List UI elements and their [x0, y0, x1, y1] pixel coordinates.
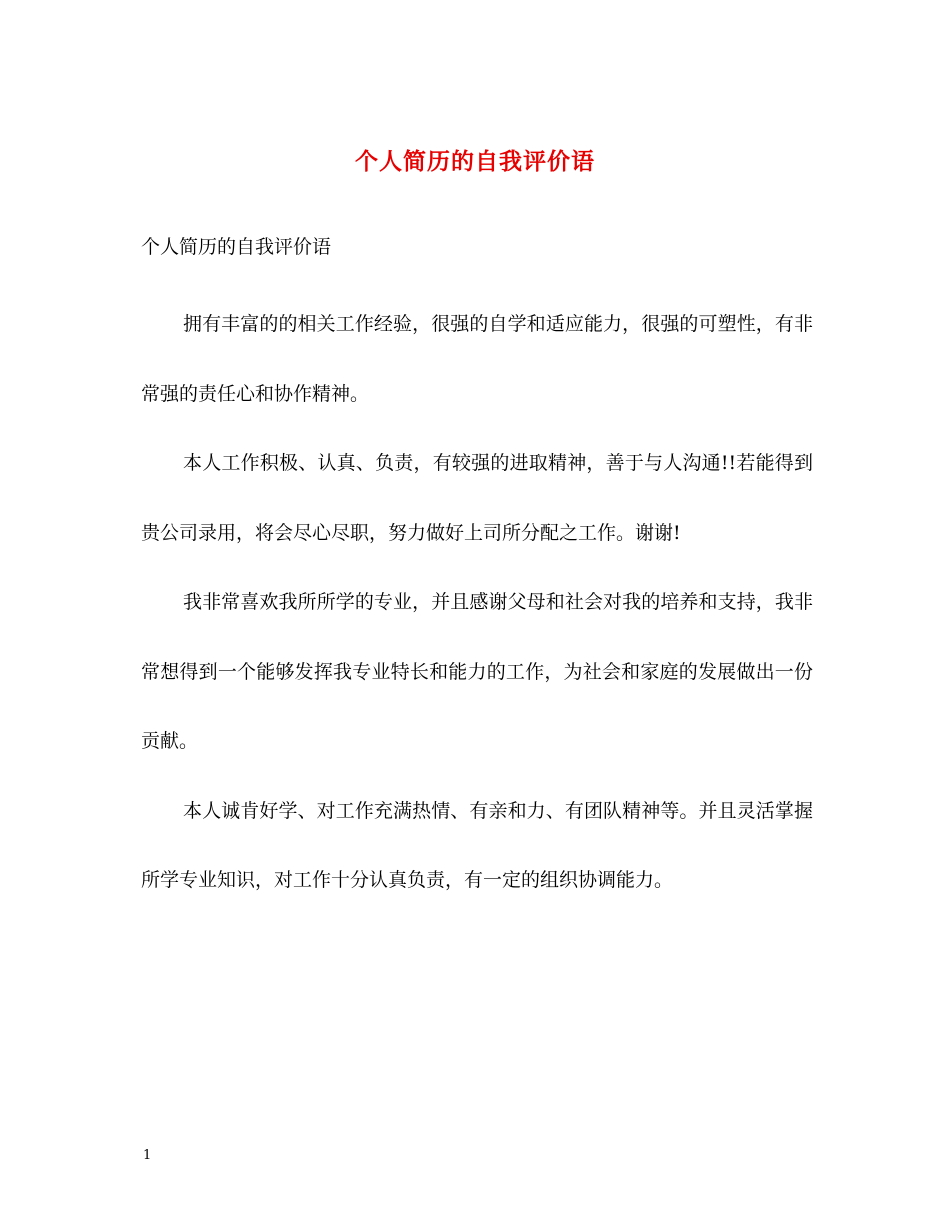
paragraph-attitude: 本人工作积极、认真、负责，有较强的进取精神，善于与人沟通!!若能得到贵公司录用，将会尽心尽职，努力做好上司所分配之工作。谢谢!	[141, 452, 813, 544]
page-number: 1	[143, 1148, 152, 1163]
paragraph-qualities: 本人诚肯好学、对工作充满热情、有亲和力、有团队精神等。并且灵活掌握所学专业知识，对工作十分认真负责，有一定的组织协调能力。	[141, 799, 813, 891]
paragraph-major: 我非常喜欢我所所学的专业，并且感谢父母和社会对我的培养和支持，我非常想得到一个能够发挥我专业特长和能力的工作，为社会和家庭的发展做出一份贡献。	[141, 591, 813, 752]
document-title: 个人简历的自我评价语	[355, 148, 595, 175]
paragraph-experience: 拥有丰富的的相关工作经验，很强的自学和适应能力，很强的可塑性，有非常强的责任心和协作精神。	[141, 313, 813, 405]
document-subtitle: 个人简历的自我评价语	[141, 236, 332, 258]
document-body	[141, 290, 813, 916]
